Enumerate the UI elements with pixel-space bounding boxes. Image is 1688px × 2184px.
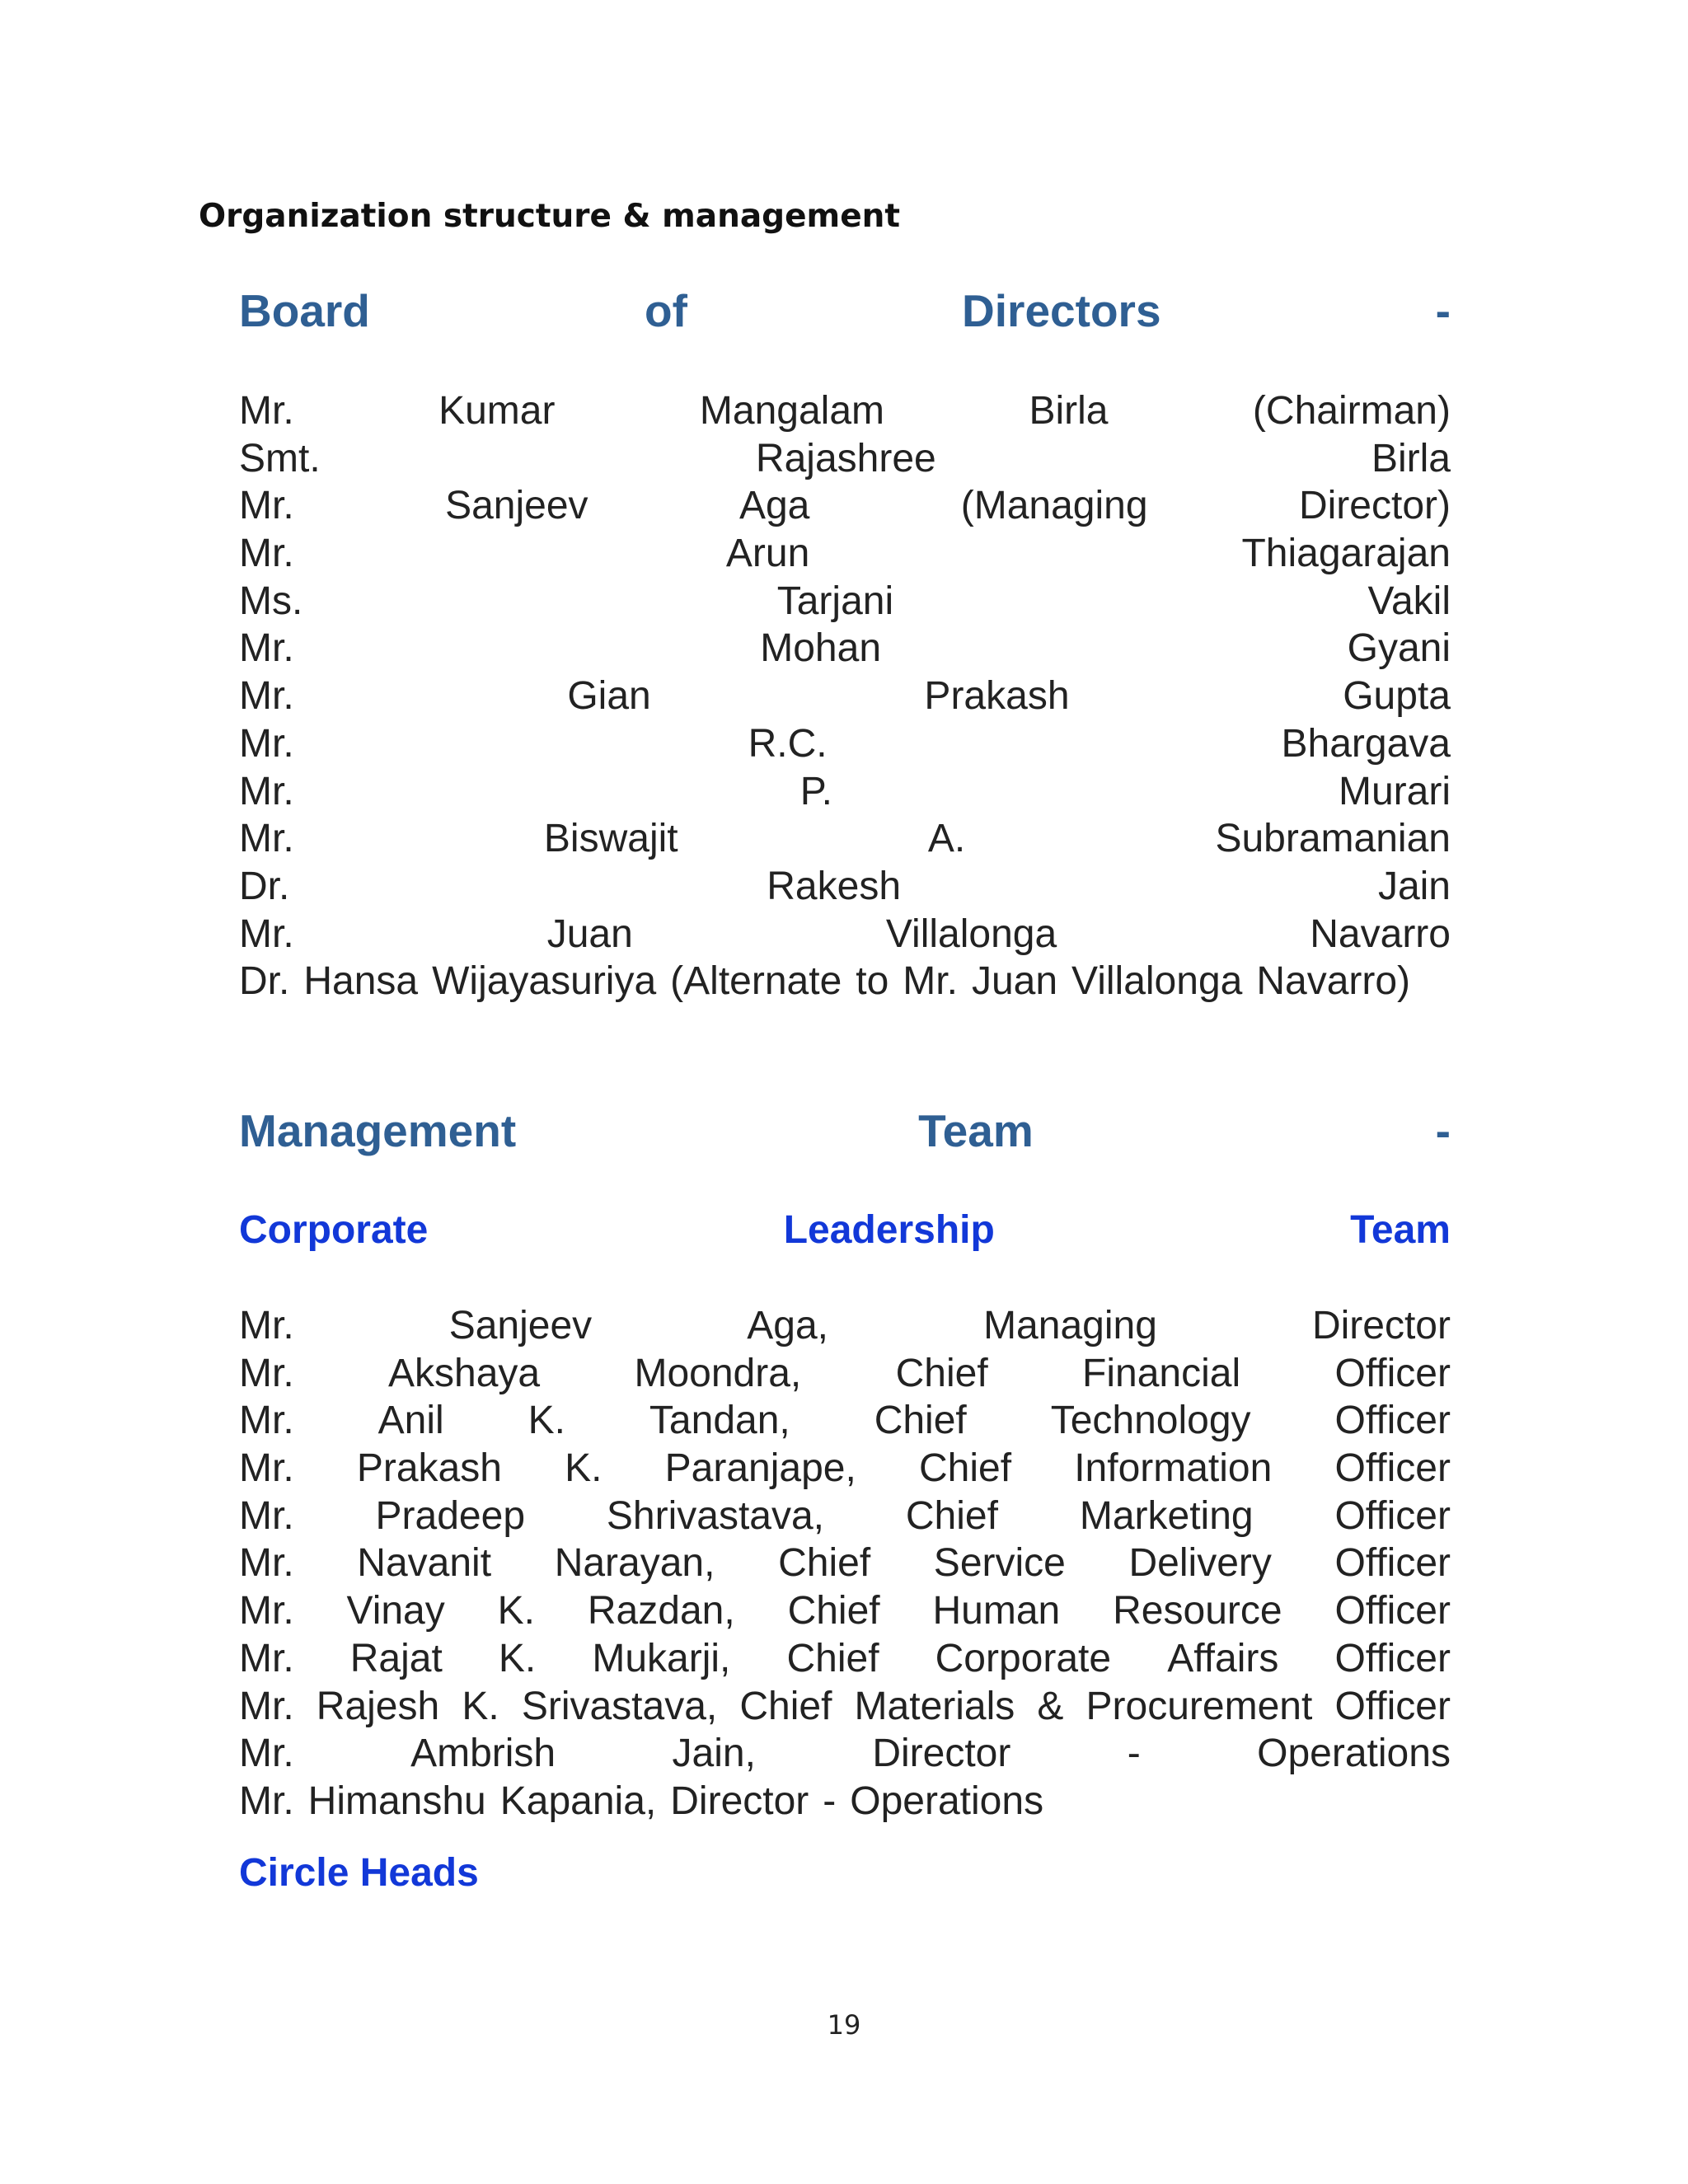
word: Operations <box>1257 1732 1451 1776</box>
word: Mr. <box>239 1541 294 1586</box>
word: Biswajit <box>543 817 678 861</box>
word: Vakil <box>1367 579 1451 623</box>
word: Dr. <box>239 864 290 908</box>
word: Tarjani <box>776 579 894 623</box>
word: Mr. <box>239 1636 294 1680</box>
word: Paranjape, <box>664 1446 856 1491</box>
word: Chief <box>739 1684 832 1728</box>
subheading-word: Team <box>1350 1208 1451 1252</box>
director-line <box>239 768 1451 816</box>
word: Gian <box>567 674 651 719</box>
director-line <box>239 482 1451 530</box>
word: Mr. <box>239 912 294 956</box>
word: Marketing <box>1079 1493 1254 1538</box>
corporate-leadership-team-heading <box>239 1207 1451 1253</box>
team-member-line <box>239 1445 1451 1493</box>
word: Mr. <box>239 1351 294 1395</box>
word: Tandan, <box>649 1399 790 1443</box>
management-team-heading <box>239 1104 1451 1157</box>
page-number: 19 <box>827 2009 861 2041</box>
word: Chief <box>905 1493 998 1538</box>
heading-word: Management <box>239 1105 517 1156</box>
word: Mr. <box>239 484 294 528</box>
word: Officer <box>1334 1589 1451 1633</box>
director-line <box>239 958 1451 1005</box>
word: Operations <box>850 1779 1044 1823</box>
word: Moondra, <box>634 1351 802 1395</box>
word: (Chairman) <box>1252 389 1451 433</box>
word: Mr. <box>239 1304 294 1347</box>
word: Chief <box>778 1541 871 1586</box>
word: Murari <box>1338 769 1451 813</box>
word: Himanshu <box>307 1779 486 1823</box>
word: Mr. <box>903 959 958 1004</box>
word: - <box>1127 1732 1141 1776</box>
director-line <box>239 625 1451 673</box>
word: Delivery <box>1128 1541 1272 1586</box>
heading-word: Board <box>239 285 370 336</box>
team-member-line <box>239 1587 1451 1635</box>
word: Mr. <box>239 1493 294 1538</box>
word: Prakash <box>356 1446 502 1491</box>
section-title: Organization structure & management <box>199 198 901 235</box>
word: Director <box>1311 1304 1451 1347</box>
word: Navarro <box>1310 912 1451 956</box>
word: Chief <box>918 1446 1012 1491</box>
word: Chief <box>874 1399 967 1443</box>
word: to <box>856 959 889 1004</box>
word: Officer <box>1334 1636 1451 1680</box>
word: Mr. <box>239 721 294 766</box>
word: Mr. <box>239 674 294 719</box>
word: K. <box>497 1589 535 1633</box>
word: Birla <box>1371 436 1451 480</box>
word: (Managing <box>960 484 1148 528</box>
word: Hansa <box>303 959 419 1004</box>
heading-word: Directors <box>962 285 1161 336</box>
word: Chief <box>786 1636 879 1680</box>
word: Bhargava <box>1281 721 1451 766</box>
word: Rajashree <box>755 436 936 480</box>
word: Resource <box>1113 1589 1282 1633</box>
word: Aga, <box>747 1304 828 1347</box>
word: Officer <box>1334 1351 1451 1395</box>
word: Jain, <box>672 1732 756 1776</box>
word: Mr. <box>239 389 294 433</box>
subheading-word: Corporate <box>239 1208 429 1252</box>
word: K. <box>565 1446 603 1491</box>
team-member-line <box>239 1302 1451 1350</box>
word: Rajesh <box>316 1684 440 1728</box>
word: Navanit <box>357 1541 492 1586</box>
word: Srivastava, <box>521 1684 718 1728</box>
word: Corporate <box>935 1636 1112 1680</box>
word: Sanjeev <box>445 484 588 528</box>
director-line <box>239 911 1451 958</box>
team-member-line <box>239 1683 1451 1731</box>
word: Jain <box>1377 864 1451 908</box>
word: Dr. <box>239 959 290 1004</box>
heading-word: - <box>1435 1105 1451 1156</box>
word: Rajat <box>349 1636 443 1680</box>
board-of-directors-heading <box>239 284 1451 337</box>
word: Subramanian <box>1215 817 1451 861</box>
word: Thiagarajan <box>1241 532 1451 576</box>
word: Mr. <box>239 1399 294 1443</box>
team-member-line <box>239 1730 1451 1778</box>
word: Financial <box>1082 1351 1241 1395</box>
director-line <box>239 530 1451 578</box>
word: Sanjeev <box>448 1304 593 1347</box>
word: Mukarji, <box>592 1636 731 1680</box>
word: Mr. <box>239 1779 294 1823</box>
team-member-line <box>239 1493 1451 1540</box>
word: Materials <box>854 1684 1015 1728</box>
word: Mr. <box>239 1684 294 1728</box>
word: (Alternate <box>670 959 842 1004</box>
word: Wijayasuriya <box>432 959 657 1004</box>
director-line <box>239 435 1451 483</box>
word: Smt. <box>239 436 321 480</box>
heading-word: - <box>1435 285 1451 336</box>
word: Arun <box>725 532 810 576</box>
word: Officer <box>1334 1493 1451 1538</box>
word: Chief <box>787 1589 880 1633</box>
word: Procurement <box>1085 1684 1313 1728</box>
directors-list <box>239 387 1451 1005</box>
word: Officer <box>1334 1684 1451 1728</box>
word: R.C. <box>748 721 828 766</box>
word: Narayan, <box>554 1541 715 1586</box>
word: Human <box>932 1589 1061 1633</box>
word: Director <box>872 1732 1011 1776</box>
heading-word: of <box>645 285 687 336</box>
director-line <box>239 720 1451 768</box>
word: Birla <box>1029 389 1109 433</box>
word: Anil <box>377 1399 444 1443</box>
word: Director) <box>1298 484 1451 528</box>
word: K. <box>528 1399 565 1443</box>
word: Affairs <box>1167 1636 1279 1680</box>
word: A. <box>927 817 966 861</box>
word: Officer <box>1334 1541 1451 1586</box>
word: Razdan, <box>587 1589 735 1633</box>
word: & <box>1037 1684 1064 1728</box>
word: Akshaya <box>388 1351 541 1395</box>
director-line <box>239 815 1451 863</box>
director-line <box>239 673 1451 720</box>
word: Officer <box>1334 1399 1451 1443</box>
word: Officer <box>1334 1446 1451 1491</box>
leadership-team-list <box>239 1302 1451 1825</box>
word: Gyani <box>1347 626 1451 671</box>
word: Gupta <box>1343 674 1451 719</box>
team-member-line <box>239 1350 1451 1398</box>
director-line <box>239 578 1451 626</box>
word: Prakash <box>924 674 1070 719</box>
word: Mr. <box>239 1589 294 1633</box>
word: K. <box>498 1636 537 1680</box>
word: Information <box>1074 1446 1273 1491</box>
word: Pradeep <box>375 1493 526 1538</box>
word: P. <box>799 769 832 813</box>
director-line <box>239 863 1451 911</box>
word: Vinay <box>346 1589 445 1633</box>
word: K. <box>462 1684 499 1728</box>
word: Villalonga <box>1071 959 1243 1004</box>
circle-heads-heading: Circle Heads <box>239 1851 479 1895</box>
word: Ms. <box>239 579 303 623</box>
word: Service <box>933 1541 1066 1586</box>
team-member-line <box>239 1778 1451 1825</box>
heading-word: Team <box>918 1105 1034 1156</box>
word: Shrivastava, <box>606 1493 825 1538</box>
word: Aga <box>738 484 810 528</box>
word: Juan <box>971 959 1058 1004</box>
word: Mr. <box>239 626 294 671</box>
word: Juan <box>546 912 633 956</box>
word: Mr. <box>239 817 294 861</box>
word: Director <box>670 1779 809 1823</box>
director-line <box>239 387 1451 435</box>
word: Kumar <box>438 389 556 433</box>
word: Mr. <box>239 1732 294 1776</box>
word: Managing <box>983 1304 1157 1347</box>
word: Navarro) <box>1256 959 1411 1004</box>
word: Mohan <box>760 626 882 671</box>
word: Villalonga <box>885 912 1057 956</box>
word: Ambrish <box>410 1732 556 1776</box>
word: Mr. <box>239 769 294 813</box>
word: Mr. <box>239 532 294 576</box>
word: Technology <box>1050 1399 1251 1443</box>
word: Chief <box>895 1351 988 1395</box>
word: Mr. <box>239 1446 294 1491</box>
team-member-line <box>239 1635 1451 1683</box>
team-member-line <box>239 1540 1451 1587</box>
team-member-line <box>239 1397 1451 1445</box>
word: Kapania, <box>499 1779 657 1823</box>
word: - <box>823 1779 837 1823</box>
word: Mangalam <box>699 389 885 433</box>
subheading-word: Leadership <box>783 1208 995 1252</box>
word: Rakesh <box>767 864 902 908</box>
